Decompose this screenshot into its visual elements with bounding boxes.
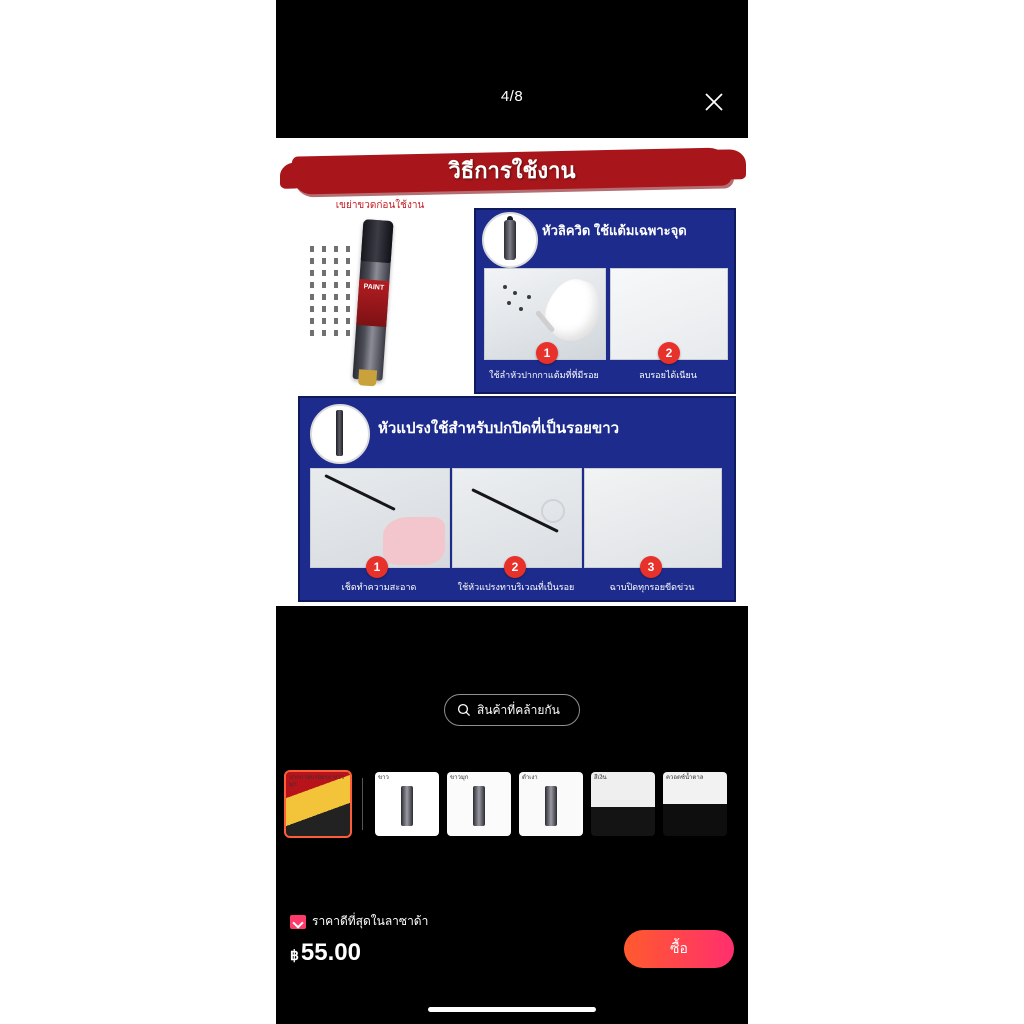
pen-caption: เขย่าขวดก่อนใช้งาน: [335, 200, 425, 211]
cleaning-cloth-graphic: [383, 517, 445, 565]
thumbnail-label: ขาวมุก: [450, 775, 469, 781]
panel2-step-number-1: 1: [366, 556, 388, 578]
thumbnail-item-white[interactable]: [375, 772, 439, 836]
best-price-label: ราคาดีที่สุดในลาซาด้า: [312, 914, 429, 928]
thumbnail-label: ปากกาลบรอยรถ ขาวมุก: [289, 775, 345, 788]
panel2-photo-step3: [584, 468, 722, 568]
best-price-badge: [290, 912, 734, 931]
thumbnail-divider: [362, 778, 363, 830]
panel2-photo-step2: [452, 468, 582, 568]
thumbnail-label: ควอตซ์น้ำตาล: [666, 775, 704, 781]
thumbnail-item-pearl-white[interactable]: [447, 772, 511, 836]
nozzle-graphic: [539, 272, 606, 347]
paint-pen-graphic: [352, 219, 393, 381]
pen-tip: [358, 369, 377, 386]
thumbnail-label: ขาว: [378, 775, 389, 781]
panel2-step2-caption: ใช้หัวแปรงทาบริเวณที่เป็นรอย: [457, 582, 575, 592]
variant-pen-graphic: [401, 786, 413, 826]
pen-cap: [361, 219, 394, 263]
phone-viewport: [276, 0, 748, 1024]
thumbnail-item-quartz-brown[interactable]: [663, 772, 727, 836]
scratch-ring-marker: [541, 499, 565, 523]
panel2-photo-step1: [310, 468, 450, 568]
banner-brush-stroke: [292, 144, 732, 196]
panel2-step1-caption: เช็ดทำความสะอาด: [341, 582, 417, 592]
price-amount: 55.00: [300, 939, 361, 966]
buy-button[interactable]: [624, 930, 734, 968]
pen-label-text: PAINT: [363, 283, 385, 292]
currency-symbol: ฿: [290, 947, 299, 963]
liquid-tip-badge-icon: [482, 212, 538, 268]
thumbnail-item-main[interactable]: [286, 772, 350, 836]
variant-thumbnail-list[interactable]: [286, 769, 748, 839]
product-bottom-panel: [276, 606, 748, 1024]
brush-tip-body: [336, 410, 343, 456]
liquid-tip-body: [504, 220, 516, 260]
thumbnail-label: สีเงิน: [594, 775, 607, 781]
instruction-panel-liquid-tip: [474, 208, 736, 394]
panel2-title: หัวแปรงใช้สำหรับปกปิดที่เป็นรอยขาว: [378, 420, 620, 437]
panel2-step3-caption: ฉาบปิดทุกรอยขีดข่วน: [609, 582, 695, 592]
page-counter: 4/8: [500, 88, 524, 105]
close-icon[interactable]: [700, 88, 728, 116]
variant-pen-graphic: [473, 786, 485, 826]
thumbnail-item-gloss-black[interactable]: [519, 772, 583, 836]
variant-pen-graphic: [545, 786, 557, 826]
instruction-panel-brush-tip: [298, 396, 736, 602]
panel1-step-number-1: 1: [536, 342, 558, 364]
buy-button-label: ซื้อ: [670, 940, 688, 956]
panel2-step-number-3: 3: [640, 556, 662, 578]
brush-stroke-graphic: [324, 474, 395, 511]
panel1-title: หัวลิควิด ใช้แต้มเฉพาะจุด: [542, 223, 687, 238]
brush-tip-badge-icon: [310, 404, 370, 464]
thumbnail-label: ดำเงา: [522, 775, 538, 781]
pen-illustration: [286, 198, 471, 388]
home-indicator: [428, 1007, 596, 1012]
panel1-step-number-2: 2: [658, 342, 680, 364]
panel1-step1-caption: ใช้ลำหัวปากกาแต้มที่ที่มีรอย: [489, 370, 599, 380]
shake-motion-icon: [310, 246, 354, 338]
similar-products-search-button[interactable]: [444, 694, 580, 726]
thumbnail-item-silver[interactable]: [591, 772, 655, 836]
panel2-step-number-2: 2: [504, 556, 526, 578]
panel1-step2-caption: ลบรอยได้เนียน: [639, 370, 697, 380]
similar-products-label: สินค้าที่คล้ายกัน: [477, 702, 560, 717]
search-icon: [457, 703, 471, 717]
product-image-slide[interactable]: [276, 138, 748, 606]
banner-title: วิธีการใช้งาน: [448, 158, 576, 183]
deal-tag-icon: [290, 915, 306, 929]
image-viewer-topbar: [276, 0, 748, 138]
